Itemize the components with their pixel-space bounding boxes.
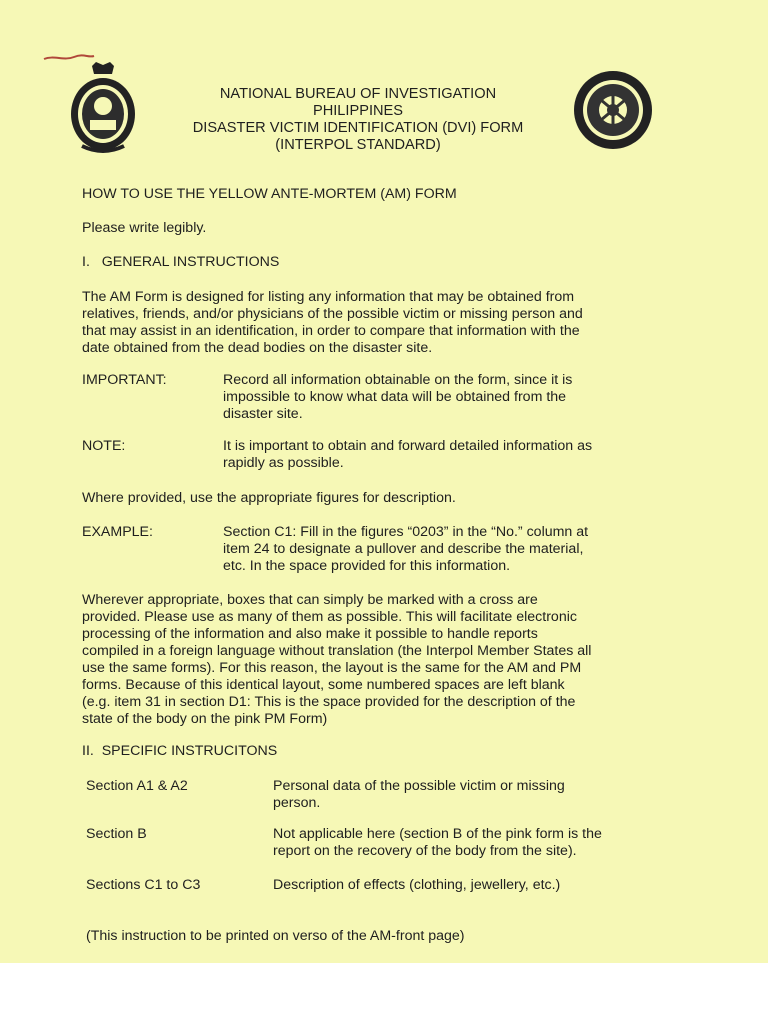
wherever-paragraph <box>82 592 644 728</box>
general-paragraph <box>82 289 642 357</box>
paragraph-line: relatives, friends, and/or physicians of the possible victim or missing person and <box>82 306 583 322</box>
paragraph-line: processing of the information and also make it possible to handle reports <box>82 626 538 642</box>
please-write-legibly: Please write legibly. <box>82 220 207 236</box>
paragraph-line: Personal data of the possible victim or missing <box>273 778 565 794</box>
paragraph-line: impossible to know what data will be obtained from the <box>223 389 567 405</box>
paragraph-line: The AM Form is designed for listing any information that may be obtained from <box>82 289 575 305</box>
paragraph-line: report on the recovery of the body from the site). <box>273 843 577 859</box>
paragraph-line: compiled in a foreign language without translation (the Interpol Member States all <box>82 643 592 659</box>
header-country: PHILIPPINES <box>312 103 404 119</box>
note-text <box>223 438 641 472</box>
paragraph-line: forms. Because of this identical layout, some numbered spaces are left blank <box>82 677 565 693</box>
section-a-text <box>273 778 645 812</box>
subtitle: HOW TO USE THE YELLOW ANTE-MORTEM (AM) FORM <box>82 186 457 202</box>
paragraph-line: Wherever appropriate, boxes that can simply be marked with a cross are <box>82 592 538 608</box>
important-label: IMPORTANT: <box>82 372 167 388</box>
note-label: NOTE: <box>82 438 126 454</box>
header-form-name: DISASTER VICTIM IDENTIFICATION (DVI) FORM <box>192 120 524 136</box>
nbi-crest-icon <box>68 62 138 154</box>
where-provided-text: Where provided, use the appropriate figures for description. <box>82 490 456 506</box>
paragraph-line: (e.g. item 31 in section D1: This is the space provided for the description of the <box>82 694 576 710</box>
paragraph-line: provided. Please use as many of them as possible. This will facilitate electronic <box>82 609 577 625</box>
important-text <box>223 372 641 423</box>
paragraph-line: date obtained from the dead bodies on the disaster site. <box>82 340 433 356</box>
paragraph-line: person. <box>273 795 321 811</box>
header-standard: (INTERPOL STANDARD) <box>275 137 441 153</box>
section-b-label: Section B <box>86 826 147 842</box>
section-a-label: Section A1 & A2 <box>86 778 188 794</box>
paragraph-line: use the same forms). For this reason, the layout is the same for the AM and PM <box>82 660 582 676</box>
paragraph-line: Not applicable here (section B of the pink form is the <box>273 826 602 842</box>
footer-note: (This instruction to be printed on verso of the AM-front page) <box>86 928 465 944</box>
header-title: NATIONAL BUREAU OF INVESTIGATION <box>219 86 497 102</box>
paragraph-line: rapidly as possible. <box>223 455 344 471</box>
paragraph-line: disaster site. <box>223 406 303 422</box>
section-2-title: II. SPECIFIC INSTRUCITONS <box>82 743 278 759</box>
paragraph-line: Section C1: Fill in the figures “0203” in the “No.” column at <box>223 524 589 540</box>
paragraph-line: etc. In the space provided for this information. <box>223 558 511 574</box>
paragraph-line: state of the body on the pink PM Form) <box>82 711 328 727</box>
example-text <box>223 524 641 575</box>
section-c-label: Sections C1 to C3 <box>86 877 201 893</box>
section-c-text: Description of effects (clothing, jewellery, etc.) <box>273 877 561 893</box>
paragraph-line: Record all information obtainable on the form, since it is <box>223 372 573 388</box>
paragraph-line: that may assist in an identification, in order to compare that information with the <box>82 323 580 339</box>
interpol-seal-icon <box>572 70 654 150</box>
example-label: EXAMPLE: <box>82 524 153 540</box>
section-1-title: I. GENERAL INSTRUCTIONS <box>82 254 280 270</box>
paragraph-line: item 24 to designate a pullover and describe the material, <box>223 541 584 557</box>
paragraph-line: It is important to obtain and forward detailed information as <box>223 438 593 454</box>
section-b-text <box>273 826 645 860</box>
